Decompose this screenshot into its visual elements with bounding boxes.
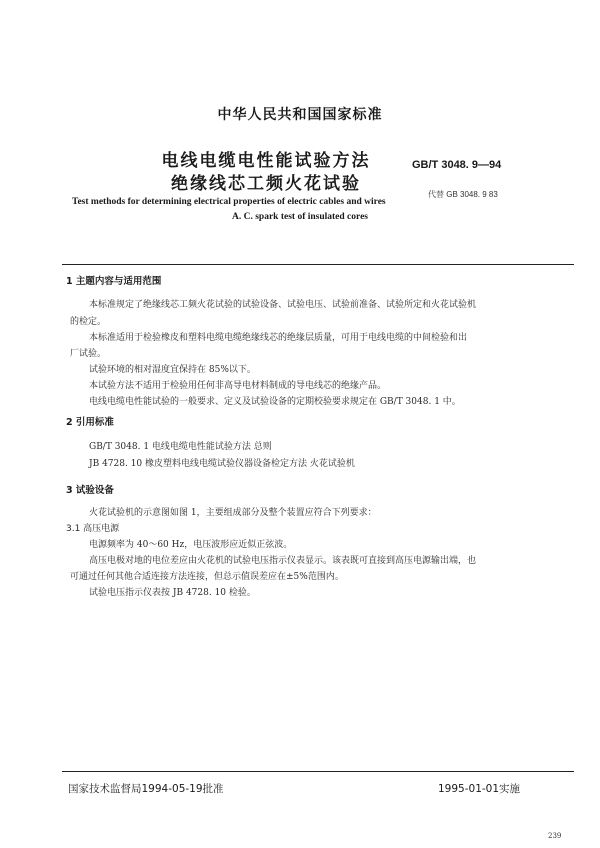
section-heading: 3 试验设备: [66, 485, 114, 496]
replaces-standard: 代替 GB 3048. 9 83: [428, 190, 498, 199]
footer-divider: [62, 771, 574, 772]
paragraph-line: 的检定。: [70, 317, 107, 327]
english-title-line-2: A. C. spark test of insulated cores: [232, 212, 368, 222]
national-standard-heading: 中华人民共和国国家标准: [217, 107, 383, 123]
paragraph-line: 试验电压指示仪表按 JB 4728. 10 检验。: [89, 588, 256, 598]
title-line-2: 绝缘线芯工频火花试验: [171, 174, 361, 194]
page-number: 239: [548, 832, 562, 840]
paragraph-line: 试验环境的相对湿度宜保持在 85%以下。: [89, 365, 256, 375]
header-divider: [62, 264, 574, 265]
english-title-line-1: Test methods for determining electrical properties of electric cables and wires: [72, 197, 386, 207]
section-heading: 1 主题内容与适用范围: [66, 276, 162, 287]
subsection-heading: 3.1 高压电源: [66, 524, 120, 534]
paragraph-line: 本标准适用于检验橡皮和塑料电缆电缆绝缘线芯的绝缘层质量，可用于电线电缆的中间检验和出: [89, 333, 468, 343]
paragraph-line: 厂试验。: [70, 349, 107, 359]
paragraph-line: 可通过任何其他合适连接方法连接，但总示值误差应在±5%范围内。: [70, 572, 344, 582]
paragraph-line: 本标准规定了绝缘线芯工频火花试验的试验设备、试验电压、试验前准备、试验所定和火花试验机: [89, 300, 477, 310]
standard-number: GB/T 3048. 9—94: [412, 159, 502, 171]
paragraph-line: 本试验方法不适用于检验用任何非高导电材料制成的导电线芯的绝缘产品。: [89, 381, 387, 391]
implementation-date: 1995-01-01实施: [438, 783, 521, 795]
reference-line: JB 4728. 10 橡皮塑料电线电缆试验仪器设备检定方法 火花试验机: [89, 459, 355, 469]
paragraph-line: 电源频率为 40～60 Hz，电压波形应近似正弦波。: [89, 540, 293, 550]
paragraph-line: 高压电极对地的电位差应由火花机的试验电压指示仪表显示。该表既可直接到高压电源输出端，也: [89, 556, 477, 566]
approval-date: 国家技术监督局1994-05-19批准: [68, 783, 224, 795]
paragraph-line: 火花试验机的示意图如图 1，主要组成部分及整个装置应符合下列要求：: [89, 508, 377, 518]
section-heading: 2 引用标准: [66, 417, 114, 428]
reference-line: GB/T 3048. 1 电线电缆电性能试验方法 总则: [89, 442, 272, 452]
paragraph-line: 电线电缆电性能试验的一般要求、定义及试验设备的定期校验要求规定在 GB/T 3048. 1 中。: [89, 397, 461, 407]
title-line-1: 电线电缆电性能试验方法: [161, 151, 371, 171]
